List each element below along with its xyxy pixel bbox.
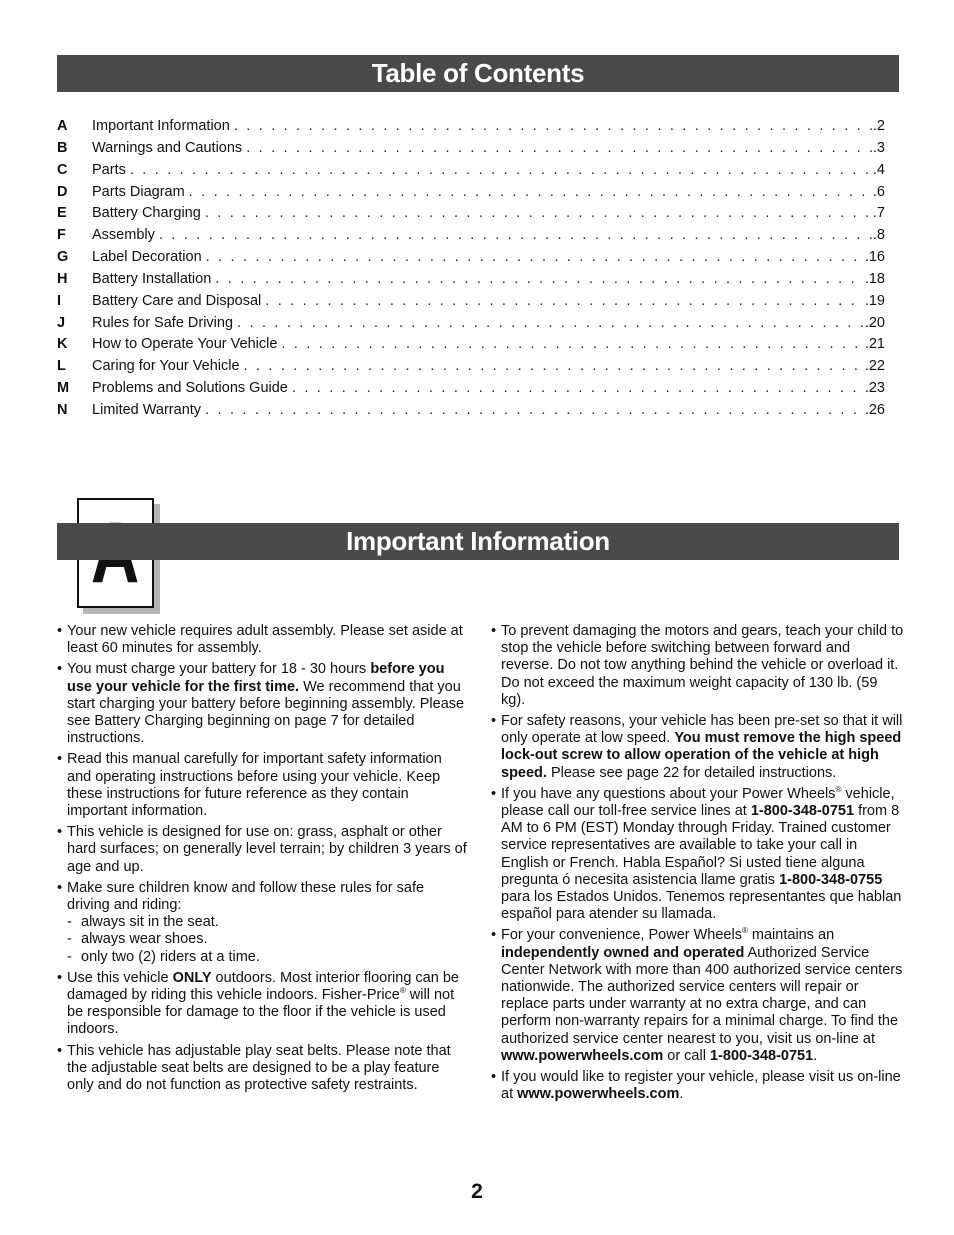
website-link[interactable]: www.powerwheels.com [517,1086,680,1103]
toc-entry-letter: N [57,401,68,418]
toc-entry-letter: E [57,205,67,222]
toc-entry-letter: J [57,314,66,331]
bullet-text: para los Estados Unidos. Tenemos representantes que hablan español para atender su llamada. [501,889,902,923]
info-bullet [57,751,467,820]
toc-entry[interactable] [57,313,885,335]
bullet-text: This vehicle has adjustable play seat belts. Please note that the adjustable seat belts are designed to be a play feature only and do not function as protective safety restraints. [67,1042,451,1094]
toc-entry-title: Label Decoration [92,249,202,266]
info-bullet [57,824,467,876]
spanish-service-phone: 1-800-348-0755 [779,871,883,888]
toc-leader-dots [292,378,864,400]
bullet-text: For safety reasons, your vehicle has been pre-set so that it will only operate at low speed. [501,713,903,747]
toc-entry[interactable] [57,203,885,225]
toc-entry-page: .7 [872,205,885,222]
bullet-text: outdoors. Most interior flooring can be damaged by riding this vehicle indoors. Fisher-Price [67,969,459,1004]
toc-entry[interactable] [57,138,885,160]
toc-entry-title: How to Operate Your Vehicle [92,336,278,353]
toc-entry-letter: I [57,292,62,309]
bullet-emphasis: ONLY [172,969,212,986]
info-bullet [57,880,467,966]
toc-leader-dots [159,225,872,247]
section-heading [57,523,899,560]
toc-leader-dots [206,247,864,269]
toc-entry-letter: M [57,380,70,397]
info-bullet [57,623,467,657]
toc-leader-dots [130,160,872,182]
bullet-text: We recommend that you start charging your battery before beginning assembly. Please see Battery Charging beginning on page 7 for detailed instructions. [67,678,465,747]
rule-item: - always sit in the seat. [67,914,467,931]
toc-leader-dots [215,269,864,291]
toc-entry[interactable] [57,269,885,291]
info-bullet [491,1069,905,1103]
toc-entry-page: .8 [872,227,885,244]
safe-driving-rules [67,914,467,966]
bullet-text: To prevent damaging the motors and gears, teach your child to stop the vehicle before switching between forward and reverse. Do not tow anything behind the vehicle or overload it. Do not exceed the maximum weight capacity of 130 lb. (59 kg). [501,623,904,708]
bullet-text: from 8 AM to 6 PM (EST) Monday through Friday. Trained customer service representatives are available to take your call in English or French. Habla Español? Si usted tiene alguna pregunta ó necesita asistencia llame gratis [501,803,900,888]
toc-leader-dots [244,356,864,378]
info-bullet [57,970,467,1039]
toc-entry[interactable] [57,116,885,138]
toc-entry-letter: C [57,161,68,178]
bullet-emphasis: before you use your vehicle for the first time. [67,661,445,695]
toc-entry-title: Warnings and Cautions [92,139,243,156]
toc-entry-letter: B [57,139,68,156]
toc-entry-page: .2 [872,118,885,134]
toc-entry-title: Parts [92,161,126,178]
bullet-text: will not be responsible for damage to the floor if the vehicle is used indoors. [67,987,455,1038]
table-of-contents [57,116,885,422]
toc-leader-dots [189,182,872,204]
toc-entry-page: .20 [864,314,885,331]
toc-entry-letter: H [57,270,68,287]
toc-entry[interactable] [57,247,885,269]
section-heading-text: Important Information [346,526,610,556]
bullet-text: Read this manual carefully for important safety information and operating instructions before using your vehicle. Keep these instructions for future reference as they contain important information. [67,751,442,820]
toc-entry-title: Rules for Safe Driving [92,314,234,331]
toc-entry-page: .21 [864,336,885,353]
left-column [57,623,467,1098]
bullet-text: Your new vehicle requires adult assembly. Please set aside at least 60 minutes for assembly. [67,623,463,657]
rule-item: - always wear shoes. [67,931,467,948]
toc-entry[interactable] [57,160,885,182]
bullet-text: For your convenience, Power Wheels [501,927,742,944]
bullet-text: Use this vehicle [67,969,173,986]
toc-entry-title: Battery Care and Disposal [92,292,262,309]
toc-entry-page: .26 [864,401,885,418]
toc-entry-title: Battery Charging [92,205,201,222]
info-bullet [491,927,905,1065]
bullet-text: If you have any questions about your Power Wheels [501,785,836,802]
toc-entry-letter: F [57,227,66,244]
toc-entry[interactable] [57,378,885,400]
info-bullet [491,786,905,924]
rule-item: - only two (2) riders at a time. [67,949,467,966]
toc-leader-dots [234,116,872,138]
toc-entry-page: .3 [872,139,885,156]
toc-entry[interactable] [57,291,885,313]
info-bullet [491,713,905,782]
toc-entry-title: Problems and Solutions Guide [92,380,288,397]
registered-mark: ® [399,986,406,996]
toc-heading: Table of Contents [57,55,899,92]
service-phone: 1-800-348-0751 [750,803,855,820]
registered-mark: ® [741,926,748,936]
toc-leader-dots [205,400,864,422]
bullet-text: . [679,1086,684,1103]
bullet-text: Make sure children know and follow these rules for safe driving and riding: [67,879,425,914]
info-bullet [491,623,905,709]
toc-entry-title: Assembly [92,227,155,244]
toc-entry[interactable] [57,182,885,204]
bullet-emphasis: independently owned and operated [501,944,745,961]
toc-leader-dots [265,291,864,313]
toc-entry[interactable] [57,356,885,378]
toc-entry-page: .23 [864,380,885,397]
toc-entry-title: Battery Installation [92,270,212,287]
toc-entry-title: Parts Diagram [92,183,185,200]
toc-entry-page: .22 [864,358,885,375]
toc-entry-page: .16 [864,249,885,266]
info-bullet [57,661,467,747]
bullet-text: You must charge your battery for 18 - 30 hours [67,661,371,678]
info-bullet [57,1043,467,1095]
right-column [491,623,905,1107]
bullet-text: maintains an [747,927,835,944]
toc-entry-title: Limited Warranty [92,401,202,418]
toc-entry-title: Important Information [92,118,230,134]
toc-entry-page: .6 [872,183,885,200]
bullet-text: Authorized Service Center Network with more than 400 authorized service centers nationwide. The authorized service centers will repair or replace parts under warranty at no extra charge, and can perform non-warranty repairs for a minimal charge. To find the authorized service center nearest to you, visit us on-line at [501,944,903,1047]
service-phone: 1-800-348-0751 [709,1047,814,1064]
toc-leader-dots [205,203,872,225]
toc-entry-letter: A [57,118,68,134]
toc-leader-dots [246,138,872,160]
toc-entry-letter: K [57,336,68,353]
bullet-text: Please see page 22 for detailed instructions. [546,764,837,781]
bullet-text: . [813,1047,818,1064]
page-number: 2 [471,1180,483,1203]
toc-entry[interactable] [57,225,885,247]
website-link[interactable]: www.powerwheels.com [501,1047,664,1064]
toc-entry-title: Caring for Your Vehicle [92,358,240,375]
bullet-emphasis: You must remove the high speed lock-out screw to allow operation of the vehicle at high speed. [501,730,902,781]
toc-leader-dots [281,334,863,356]
toc-entry-letter: G [57,249,69,266]
toc-entry[interactable] [57,400,885,422]
toc-entry-letter: L [57,358,66,375]
toc-entry-page: .4 [872,161,885,178]
toc-entry-page: .19 [864,292,885,309]
registered-mark: ® [835,785,842,794]
toc-entry-page: .18 [864,270,885,287]
bullet-text: If you would like to register your vehicle, please visit us on-line at [501,1069,901,1103]
toc-entry[interactable] [57,334,885,356]
bullet-text: This vehicle is designed for use on: grass, asphalt or other hard surfaces; on generally level terrain; by children 3 years of age and up. [67,824,467,875]
toc-entry-letter: D [57,183,68,200]
bullet-text: vehicle, please call our toll-free service lines at [501,785,895,820]
toc-leader-dots [237,313,864,335]
bullet-text: or call [663,1047,710,1064]
